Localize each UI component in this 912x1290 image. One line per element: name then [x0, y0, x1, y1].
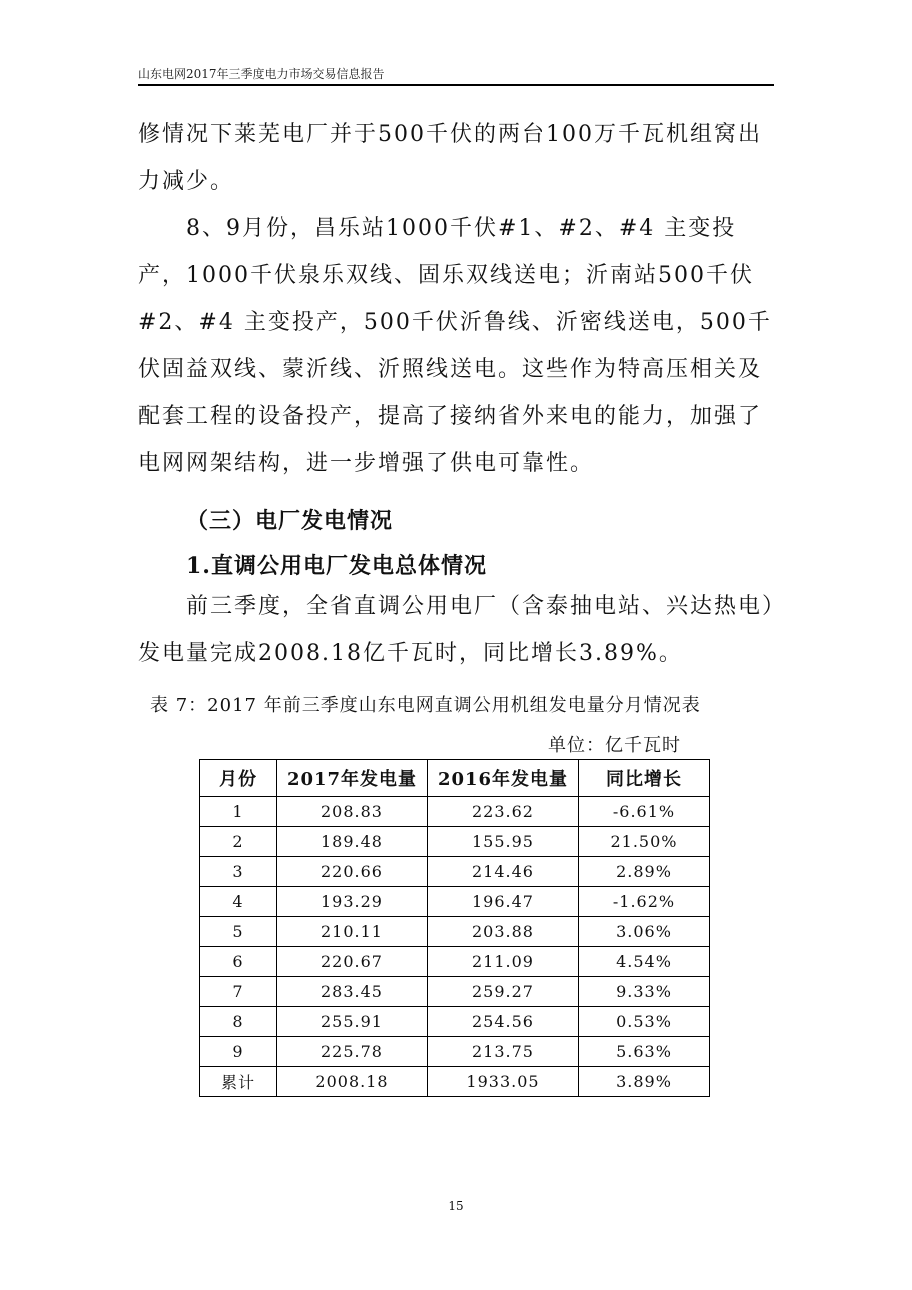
cell-2017: 255.91: [277, 1007, 428, 1037]
table-row: [200, 797, 710, 827]
paragraph-2-text: 8、9月份，昌乐站1000千伏#1、#2、#4 主变投产，1000千伏泉乐双线、固乐双线送电；沂南站500千伏#2、#4 主变投产，500千伏沂鲁线、沂密线送电，500千伏固益双线、蒙沂线、沂照线送电。这些作为特高压相关及配套工程的设备投产，提高了接纳省外来电的能力，加强了电网网架结构，进一步增强了供电可靠性。: [138, 216, 772, 476]
cell-growth: -6.61%: [579, 797, 710, 827]
cell-growth: 0.53%: [579, 1007, 710, 1037]
table-row: [200, 947, 710, 977]
cell-growth: -1.62%: [579, 887, 710, 917]
paragraph-1: [138, 111, 778, 205]
table-row: [200, 827, 710, 857]
table-caption: 表 7：2017 年前三季度山东电网直调公用机组发电量分月情况表: [150, 695, 701, 716]
cell-2016: 254.56: [428, 1007, 579, 1037]
cell-growth: 4.54%: [579, 947, 710, 977]
cell-month: 2: [200, 827, 277, 857]
cell-month: 7: [200, 977, 277, 1007]
table-row: [200, 917, 710, 947]
table-row: [200, 1007, 710, 1037]
cell-2017: 283.45: [277, 977, 428, 1007]
cell-2017: 189.48: [277, 827, 428, 857]
paragraph-3: [138, 583, 778, 677]
cell-2017: 220.66: [277, 857, 428, 887]
cell-month: 1: [200, 797, 277, 827]
table-total-row: [200, 1067, 710, 1097]
section-heading: （三）电厂发电情况: [186, 508, 394, 534]
cell-month: 累计: [200, 1067, 277, 1097]
cell-2017: 2008.18: [277, 1067, 428, 1097]
header-month: 月份: [200, 760, 277, 797]
cell-2016: 203.88: [428, 917, 579, 947]
cell-2016: 155.95: [428, 827, 579, 857]
cell-2016: 214.46: [428, 857, 579, 887]
table-row: [200, 887, 710, 917]
paragraph-3-text: 前三季度，全省直调公用电厂（含泰抽电站、兴达热电）发电量完成2008.18亿千瓦时，同比增长3.89%。: [138, 594, 776, 666]
cell-2016: 223.62: [428, 797, 579, 827]
cell-growth: 2.89%: [579, 857, 710, 887]
cell-growth: 3.89%: [579, 1067, 710, 1097]
header-yoy-growth: 同比增长: [579, 760, 710, 797]
cell-2016: 211.09: [428, 947, 579, 977]
cell-2016: 213.75: [428, 1037, 579, 1067]
cell-2016: 1933.05: [428, 1067, 579, 1097]
cell-2017: 225.78: [277, 1037, 428, 1067]
cell-growth: 5.63%: [579, 1037, 710, 1067]
cell-month: 6: [200, 947, 277, 977]
paragraph-1-text: 修情况下莱芜电厂并于500千伏的两台100万千瓦机组窝出力减少。: [138, 122, 762, 194]
cell-growth: 3.06%: [579, 917, 710, 947]
subsection-heading: 1.直调公用电厂发电总体情况: [186, 553, 487, 579]
cell-2017: 208.83: [277, 797, 428, 827]
cell-month: 5: [200, 917, 277, 947]
table-row: [200, 977, 710, 1007]
table-row: [200, 1037, 710, 1067]
cell-month: 3: [200, 857, 277, 887]
paragraph-2: [138, 205, 778, 487]
running-header: 山东电网2017年三季度电力市场交易信息报告: [138, 66, 774, 86]
header-2016-generation: 2016年发电量: [428, 760, 579, 797]
cell-month: 8: [200, 1007, 277, 1037]
cell-2016: 196.47: [428, 887, 579, 917]
cell-month: 9: [200, 1037, 277, 1067]
header-2017-generation: 2017年发电量: [277, 760, 428, 797]
cell-2017: 210.11: [277, 917, 428, 947]
cell-growth: 9.33%: [579, 977, 710, 1007]
cell-month: 4: [200, 887, 277, 917]
cell-growth: 21.50%: [579, 827, 710, 857]
table-unit: 单位：亿千瓦时: [548, 735, 681, 756]
cell-2017: 220.67: [277, 947, 428, 977]
page-number: 15: [448, 1199, 464, 1213]
generation-table: [199, 759, 710, 1097]
cell-2017: 193.29: [277, 887, 428, 917]
table-header-row: [200, 760, 710, 797]
table-row: [200, 857, 710, 887]
cell-2016: 259.27: [428, 977, 579, 1007]
